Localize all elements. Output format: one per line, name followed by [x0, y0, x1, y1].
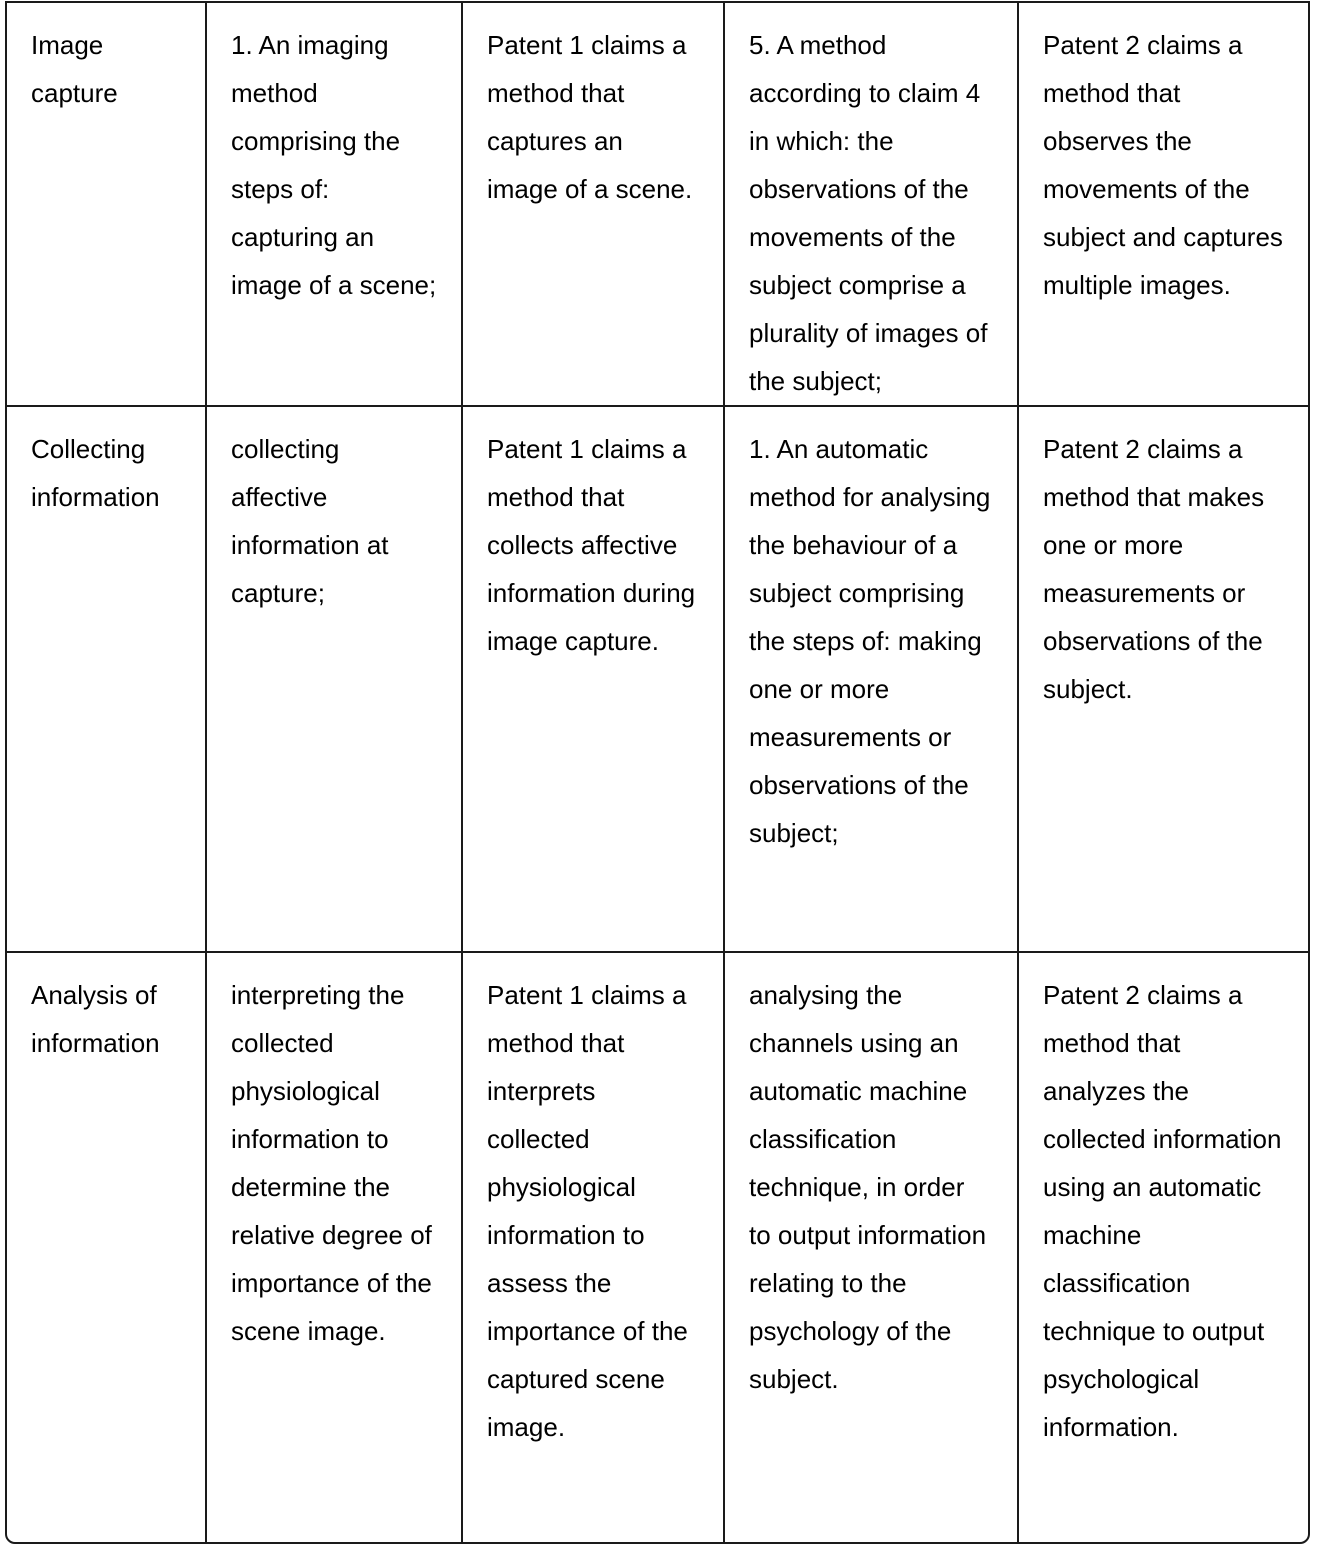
- table-row: [7, 406, 1308, 952]
- patent2-claim-cell: analysing the channels using an automatic machine classification technique, in order to output information relating to the psychology of the subject.: [724, 952, 1018, 1542]
- feature-cell: Image capture: [7, 3, 206, 406]
- patent2-claim-cell: 1. An automatic method for analysing the behaviour of a subject comprising the steps of: making one or more measurements or observations of the subject;: [724, 406, 1018, 952]
- patent2-summary-cell: Patent 2 claims a method that makes one or more measurements or observations of the subject.: [1018, 406, 1308, 952]
- feature-cell: Analysis of information: [7, 952, 206, 1542]
- feature-cell: Collecting information: [7, 406, 206, 952]
- patent1-summary-cell: Patent 1 claims a method that captures an image of a scene.: [462, 3, 724, 406]
- comparison-table-container: [5, 1, 1310, 1544]
- patent2-claim-cell: 5. A method according to claim 4 in which: the observations of the movements of the subject comprise a plurality of images of the subject;: [724, 3, 1018, 406]
- table-row: [7, 3, 1308, 406]
- patent1-claim-cell: collecting affective information at capture;: [206, 406, 462, 952]
- patent1-summary-cell: Patent 1 claims a method that collects affective information during image capture.: [462, 406, 724, 952]
- patent-comparison-table: [7, 3, 1308, 1542]
- patent1-summary-cell: Patent 1 claims a method that interprets collected physiological information to assess the importance of the captured scene image.: [462, 952, 724, 1542]
- patent2-summary-cell: Patent 2 claims a method that analyzes the collected information using an automatic machine classification technique to output psychological information.: [1043, 980, 1282, 1442]
- patent2-summary-cell: Patent 2 claims a method that observes the movements of the subject and captures multiple images.: [1018, 3, 1308, 406]
- patent1-claim-cell: 1. An imaging method comprising the steps of: capturing an image of a scene;: [206, 3, 462, 406]
- patent1-claim-cell: interpreting the collected physiological information to determine the relative degree of importance of the scene image.: [206, 952, 462, 1542]
- table-row: [7, 952, 1308, 1542]
